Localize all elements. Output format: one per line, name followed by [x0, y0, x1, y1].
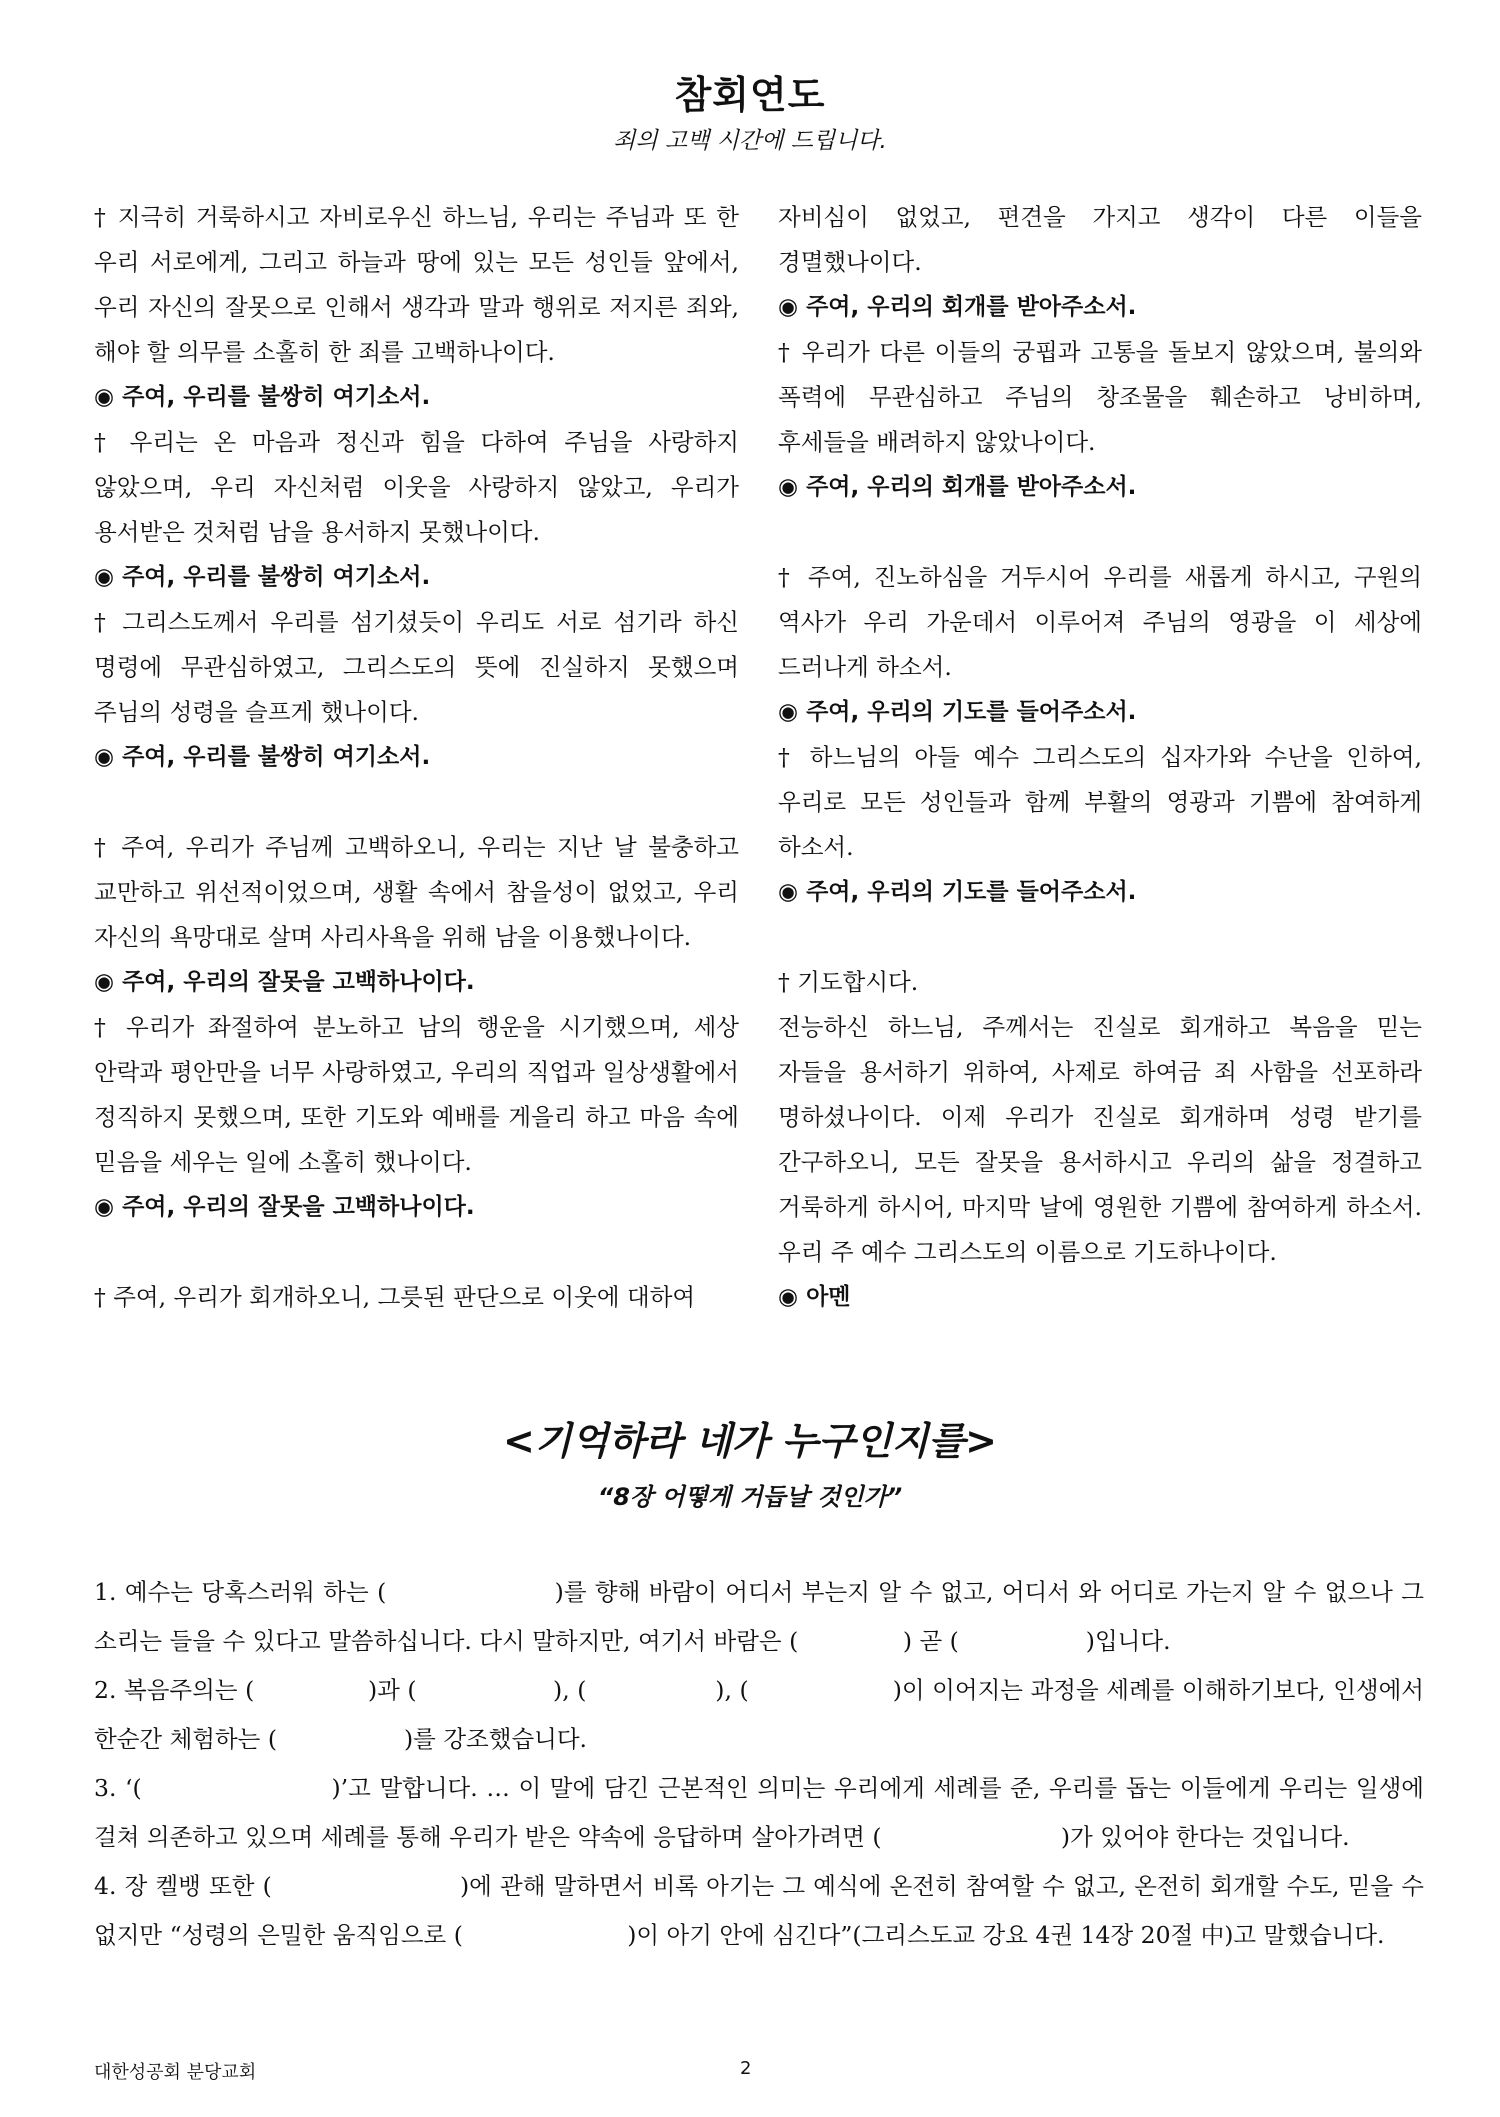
litany-text: † 주여, 진노하심을 거두시어 우리를 새롭게 하시고, 구원의 역사가 우리 가운데서 이루어져 주님의 영광을 이 세상에 드러나게 하소서. — [778, 563, 1422, 681]
litany-text: 자비심이 없었고, 편견을 가지고 생각이 다른 이들을 경멸했나이다. — [778, 203, 1422, 276]
litany-text: † 우리가 다른 이들의 궁핍과 고통을 돌보지 않았으며, 불의와 폭력에 무관심하고 주님의 창조물을 훼손하고 낭비하며, 후세들을 배려하지 않았나이다. — [778, 338, 1422, 456]
litany-response: ◉ 주여, 우리를 불쌍히 여기소서. — [94, 744, 431, 770]
litany-text: 전능하신 하느님, 주께서는 진실로 회개하고 복음을 믿는 자들을 용서하기 위하여, 사제로 하여금 죄 사함을 선포하라 명하셨나이다. 이제 우리가 진실로 회개하며 성령 받기를 간구하오니, 모든 잘못을 용서하시고 우리의 삶을 정결하고 거룩하게 하시어, 마지막 날에 영원한 기쁨에 참여하게 하소서. 우리 주 예수 그리스도의 이름으로 기도하나이다. — [778, 1013, 1422, 1266]
litany-gap — [94, 1230, 739, 1275]
study-subtitle: “8장 어떻게 거듭날 것인가” — [597, 1483, 903, 1511]
litany-response: ◉ 주여, 우리의 기도를 들어주소서. — [778, 879, 1137, 905]
litany-response: ◉ 주여, 우리의 회개를 받아주소서. — [778, 474, 1137, 500]
study-questions — [94, 1568, 1432, 1960]
litany-right-column — [778, 195, 1422, 1320]
litany-response: ◉ 주여, 우리의 기도를 들어주소서. — [778, 699, 1137, 725]
litany-response: ◉ 주여, 우리의 잘못을 고백하나이다. — [94, 1194, 475, 1220]
page-subtitle: 죄의 고백 시간에 드립니다. — [613, 128, 887, 154]
litany-text: † 우리가 좌절하여 분노하고 남의 행운을 시기했으며, 세상 안락과 평안만을 너무 사랑하였고, 우리의 직업과 일상생활에서 정직하지 못했으며, 또한 기도와 예배를 게을리 하고 마음 속에 믿음을 세우는 일에 소홀히 했나이다. — [94, 1013, 739, 1176]
litany-text: † 주여, 우리가 회개하오니, 그릇된 판단으로 이웃에 대하여 — [94, 1283, 696, 1311]
litany-text: † 지극히 거룩하시고 자비로우신 하느님, 우리는 주님과 또 한 우리 서로에게, 그리고 하늘과 땅에 있는 모든 성인들 앞에서, 우리 자신의 잘못으로 인해서 생각과 말과 행위로 저지른 죄와, 해야 할 의무를 소홀히 한 죄를 고백하나이다. — [94, 203, 739, 366]
litany-text: † 그리스도께서 우리를 섬기셨듯이 우리도 서로 섬기라 하신 명령에 무관심하였고, 그리스도의 뜻에 진실하지 못했으며 주님의 성령을 슬프게 했나이다. — [94, 608, 739, 726]
litany-text: † 주여, 우리가 주님께 고백하오니, 우리는 지난 날 불충하고 교만하고 위선적이었으며, 생활 속에서 참을성이 없었고, 우리 자신의 욕망대로 살며 사리사욕을 위해 남을 이용했나이다. — [94, 833, 739, 951]
question-1: 1. 예수는 당혹스러워 하는 ( )를 향해 바람이 어디서 부는지 알 수 없고, 어디서 와 어디로 가는지 알 수 없으나 그 소리는 들을 수 있다고 말씀하십니다. 다시 말하지만, 여기서 바람은 ( ) 곧 ( )입니다. — [94, 1578, 1432, 1655]
litany-text: † 기도합시다. — [778, 968, 919, 996]
litany-response: ◉ 주여, 우리의 잘못을 고백하나이다. — [94, 969, 475, 995]
litany-text: † 우리는 온 마음과 정신과 힘을 다하여 주님을 사랑하지 않았으며, 우리 자신처럼 이웃을 사랑하지 않았고, 우리가 용서받은 것처럼 남을 용서하지 못했나이다. — [94, 428, 739, 546]
litany-gap — [778, 915, 1422, 960]
page-number: 2 — [740, 2058, 752, 2079]
litany-response: ◉ 주여, 우리의 회개를 받아주소서. — [778, 294, 1137, 320]
footer-org: 대한성공회 분당교회 — [94, 2062, 257, 2083]
litany-left-column — [94, 195, 739, 1320]
question-3: 3. ‘( )’고 말합니다. … 이 말에 담긴 근본적인 의미는 우리에게 세례를 준, 우리를 돕는 이들에게 우리는 일생에 걸쳐 의존하고 있으며 세례를 통해 우리가 받은 약속에 응답하며 살아가려면 ( )가 있어야 한다는 것입니다. — [94, 1774, 1432, 1851]
question-4: 4. 장 켈뱅 또한 ( )에 관해 말하면서 비록 아기는 그 예식에 온전히 참여할 수 없고, 온전히 회개할 수도, 믿을 수 없지만 “성령의 은밀한 움직임으로 ( )이 아기 안에 심긴다”(그리스도교 강요 4권 14장 20절 中)고 말했습니다. — [94, 1872, 1432, 1949]
litany-response: ◉ 주여, 우리를 불쌍히 여기소서. — [94, 384, 431, 410]
litany-text: † 하느님의 아들 예수 그리스도의 십자가와 수난을 인하여, 우리로 모든 성인들과 함께 부활의 영광과 기쁨에 참여하게 하소서. — [778, 743, 1422, 861]
litany-response: ◉ 주여, 우리를 불쌍히 여기소서. — [94, 564, 431, 590]
study-title: <기억하라 네가 누구인지를> — [503, 1419, 997, 1463]
litany-gap — [778, 510, 1422, 555]
litany-gap — [94, 780, 739, 825]
litany-response: ◉ 아멘 — [778, 1284, 851, 1310]
question-2: 2. 복음주의는 ( )과 ( ), ( ), ( )이 이어지는 과정을 세례를 이해하기보다, 인생에서 한순간 체험하는 ( )를 강조했습니다. — [94, 1676, 1432, 1753]
page-title: 참회연도 — [674, 73, 826, 117]
